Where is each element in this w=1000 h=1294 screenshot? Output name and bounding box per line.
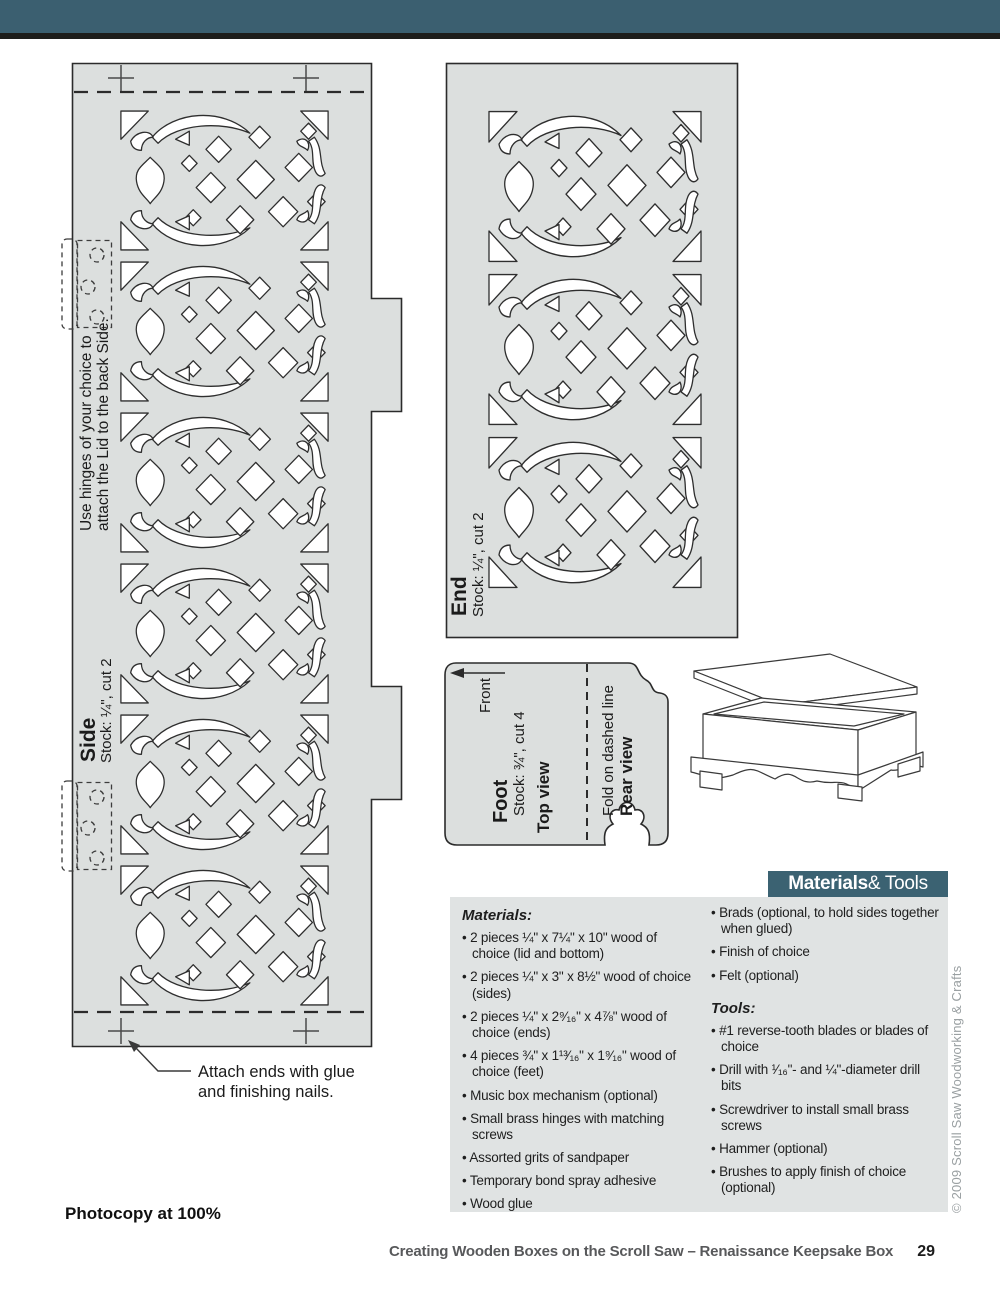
foot-pattern [445,663,668,845]
material-item: • Brads (optional, to hold sides together when glued) [711,905,942,937]
materials-heading: Materials: [462,907,533,924]
materials-column [462,905,693,1220]
materials-list [462,930,693,1213]
attach-note-line2: and finishing nails. [198,1083,334,1101]
side-pattern-title: Side [77,717,100,762]
side-hinge-note-line1: Use hinges of your choice to [78,335,95,531]
materials-tools-header [768,871,948,897]
material-item: • Assorted grits of sandpaper [462,1150,693,1166]
page-footer [389,1243,935,1261]
foot-top-view-label: Top view [534,761,553,833]
side-pattern [62,64,402,1102]
tool-item: • Brushes to apply finish of choice (optional) [711,1164,942,1196]
footer-page-number: 29 [917,1243,935,1260]
material-item: • Finish of choice [711,944,942,960]
attach-note-line1: Attach ends with glue [198,1063,355,1081]
tools-column [711,905,942,1220]
foot-pattern-title: Foot [490,779,512,823]
tools-list [711,1023,942,1197]
end-pattern-title: End [448,576,471,616]
foot-pattern-stock: Stock: ¾", cut 4 [511,711,528,816]
header-text-bold: Materials [788,873,868,894]
material-item: • 4 pieces ¾" x 1¹³⁄₁₆" x 1⁹⁄₁₆" wood of choice (feet) [462,1048,693,1080]
side-hinge-note-line2: attach the Lid to the back Side. [95,318,112,531]
foot-rear-view-label: Rear view [617,736,636,816]
material-item: • Felt (optional) [711,968,942,984]
side-pattern-stock: Stock: ¼", cut 2 [98,658,115,763]
end-pattern-stock: Stock: ¼", cut 2 [470,512,487,617]
material-item: • Temporary bond spray adhesive [462,1173,693,1189]
materials-tools-panel [450,873,948,1212]
tool-item: • #1 reverse-tooth blades or blades of choice [711,1023,942,1055]
material-item: • Wood glue [462,1196,693,1212]
material-item: • Music box mechanism (optional) [462,1088,693,1104]
material-item: • 2 pieces ¼" x 7¼" x 10" wood of choice (lid and bottom) [462,930,693,962]
copyright-vertical: © 2009 Scroll Saw Woodworking & Crafts [949,965,964,1213]
material-item: • 2 pieces ¼" x 2⁹⁄₁₆" x 4⅞" wood of choice (ends) [462,1009,693,1041]
box-illustration [691,654,923,801]
tool-item: • Screwdriver to install small brass screws [711,1102,942,1134]
photocopy-note: Photocopy at 100% [65,1204,221,1223]
end-pattern [447,64,738,638]
tool-item: • Drill with ¹⁄₁₆"- and ¼"-diameter drill bits [711,1062,942,1094]
header-text-light: & Tools [867,873,928,894]
material-item: • Small brass hinges with matching screws [462,1111,693,1143]
extra-materials-list [711,905,942,984]
tool-item: • Hammer (optional) [711,1141,942,1157]
foot-fold-note: Fold on dashed line [600,685,617,816]
tools-heading: Tools: [711,999,756,1017]
material-item: • 2 pieces ¼" x 3" x 8½" wood of choice (sides) [462,969,693,1001]
footer-title: Creating Wooden Boxes on the Scroll Saw – Renaissance Keepsake Box [389,1243,894,1260]
foot-front-label: Front [477,677,494,713]
